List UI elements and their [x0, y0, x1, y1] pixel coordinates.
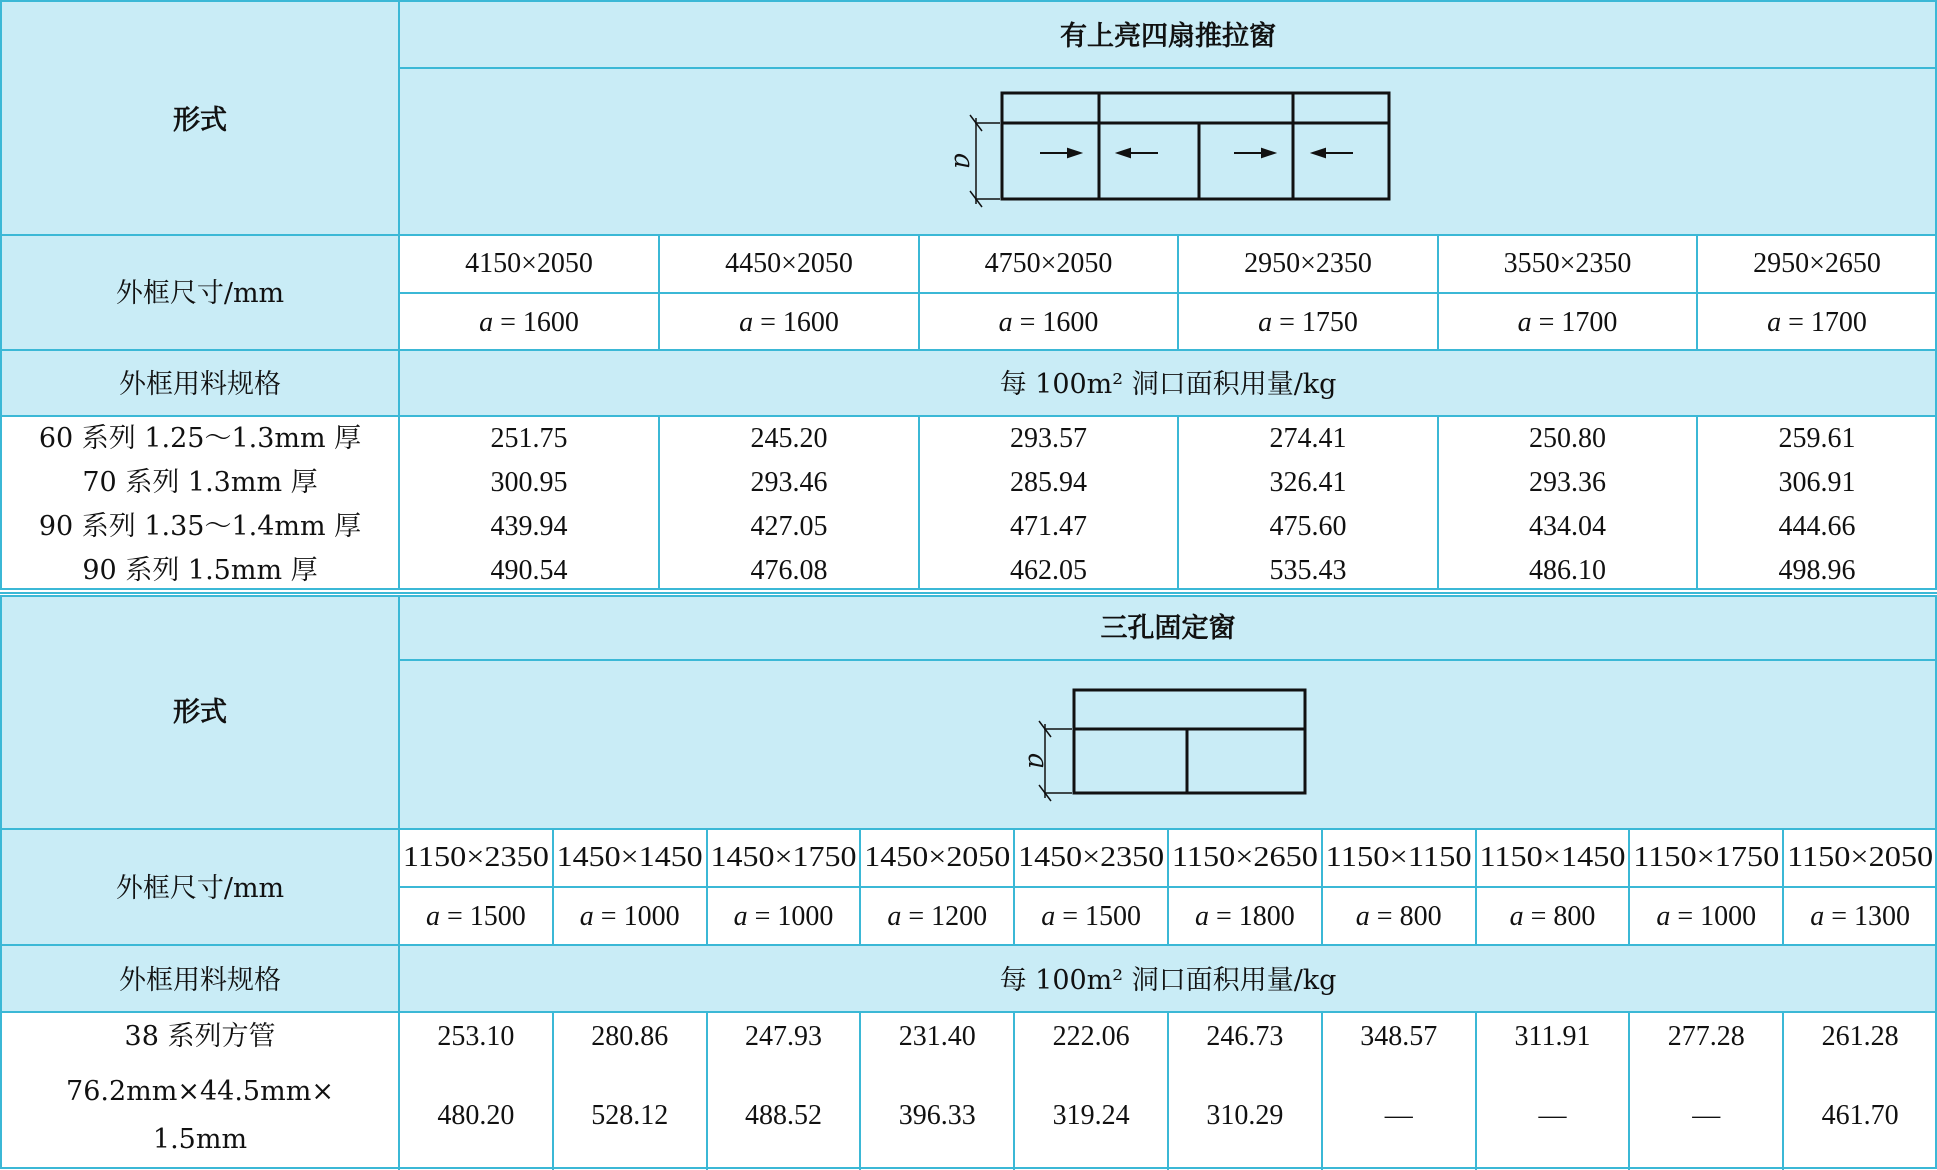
data-cell: 306.91	[1778, 467, 1856, 498]
table2-title: 三孔固定窗	[1100, 613, 1236, 644]
data-cell: 259.61	[1778, 423, 1856, 454]
table1-size-label: 外框尺寸/mm	[115, 278, 285, 309]
data-cell: 471.47	[1010, 511, 1087, 542]
data-cell: 245.20	[750, 423, 828, 454]
data-cell: —	[1384, 1100, 1413, 1131]
data-cell: 280.86	[591, 1021, 669, 1052]
data-cell: 535.43	[1269, 555, 1347, 586]
a-value-cell: a = 800	[1509, 901, 1596, 932]
data-cell: 488.52	[745, 1100, 822, 1131]
size-cell: 1450×2350	[1018, 842, 1165, 873]
data-cell: 319.24	[1052, 1100, 1130, 1131]
size-cell: 1150×1750	[1633, 842, 1780, 873]
a-value-cell: a = 800	[1355, 901, 1442, 932]
table2-spec-header-bg	[0, 945, 1937, 1012]
size-cell: 4450×2050	[725, 248, 853, 279]
data-cell: 231.40	[898, 1021, 976, 1052]
dimension-a-label: a	[948, 152, 979, 170]
size-cell: 4750×2050	[984, 248, 1113, 279]
a-value-cell: a = 1700	[1767, 307, 1867, 338]
data-cell: 434.04	[1529, 511, 1606, 542]
a-value-cell: a = 1600	[479, 307, 579, 338]
size-cell: 4150×2050	[465, 248, 593, 279]
spec-cell: 90 系列 1.35～1.4mm 厚	[38, 511, 362, 542]
data-cell: 326.41	[1269, 467, 1347, 498]
a-value-cell: a = 1600	[998, 307, 1099, 338]
size-cell: 1450×1450	[556, 842, 703, 873]
data-cell: 277.28	[1667, 1021, 1745, 1052]
a-value-cell: a = 1600	[739, 307, 839, 338]
data-cell: 285.94	[1010, 467, 1087, 498]
table2-spec-label: 外框用料规格	[119, 965, 281, 996]
table2-usage-label: 每 100m² 洞口面积用量/kg	[999, 965, 1337, 996]
data-cell: 274.41	[1269, 423, 1347, 454]
data-cell: 311.91	[1514, 1021, 1591, 1052]
data-cell: 461.70	[1821, 1100, 1899, 1131]
a-value-cell: a = 1800	[1195, 901, 1295, 932]
data-cell: 444.66	[1778, 511, 1856, 542]
table1-spec-label: 外框用料规格	[119, 369, 281, 400]
a-value-cell: a = 1500	[426, 901, 526, 932]
data-cell: —	[1538, 1100, 1567, 1131]
data-cell: 348.57	[1360, 1021, 1438, 1052]
table2-header-bg	[0, 596, 1937, 829]
data-cell: 293.36	[1529, 467, 1606, 498]
data-cell: 475.60	[1269, 511, 1347, 542]
table1-title: 有上亮四扇推拉窗	[1060, 21, 1276, 52]
size-cell: 1150×1150	[1325, 842, 1472, 873]
size-cell: 1150×2350	[402, 842, 549, 873]
data-cell: 310.29	[1206, 1100, 1284, 1131]
size-cell: 1450×2050	[864, 842, 1011, 873]
data-cell: 427.05	[750, 511, 828, 542]
table2-spec-line-2: 76.2mm×44.5mm×	[66, 1076, 334, 1107]
data-cell: 246.73	[1206, 1021, 1284, 1052]
table1-spec-header-bg	[0, 350, 1937, 416]
data-cell: 222.06	[1052, 1021, 1130, 1052]
spec-cell: 90 系列 1.5mm 厚	[82, 555, 318, 586]
data-cell: 300.95	[490, 467, 568, 498]
dimension-a-label: a	[1022, 752, 1053, 770]
a-value-cell: a = 1000	[1656, 901, 1757, 932]
table1-usage-label: 每 100m² 洞口面积用量/kg	[999, 369, 1337, 400]
data-cell: —	[1692, 1100, 1721, 1131]
data-cell: 261.28	[1821, 1021, 1899, 1052]
a-value-cell: a = 1500	[1041, 901, 1141, 932]
data-cell: 498.96	[1778, 555, 1856, 586]
spec-cell: 60 系列 1.25～1.3mm 厚	[38, 423, 362, 454]
data-cell: 462.05	[1010, 555, 1087, 586]
data-cell: 251.75	[490, 423, 568, 454]
data-cell: 250.80	[1529, 423, 1606, 454]
table2	[0, 596, 1937, 1170]
a-value-cell: a = 1000	[733, 901, 834, 932]
table1-header-bg	[0, 0, 1937, 235]
size-cell: 1150×2650	[1171, 842, 1318, 873]
data-cell: 490.54	[490, 555, 568, 586]
a-value-cell: a = 1300	[1810, 901, 1910, 932]
table2-spec-line-3: 1.5mm	[152, 1124, 248, 1155]
data-cell: 486.10	[1529, 555, 1606, 586]
data-cell: 247.93	[745, 1021, 822, 1052]
table2-size-label: 外框尺寸/mm	[115, 873, 285, 904]
data-cell: 528.12	[591, 1100, 669, 1131]
table2-form-label: 形式	[173, 697, 227, 728]
data-cell: 253.10	[437, 1021, 515, 1052]
table2-spec-line-1: 38 系列方管	[124, 1021, 276, 1052]
data-cell: 439.94	[490, 511, 568, 542]
data-cell: 293.57	[1010, 423, 1087, 454]
size-cell: 1150×2050	[1787, 842, 1934, 873]
data-cell: 396.33	[898, 1100, 976, 1131]
table1-form-label: 形式	[173, 105, 227, 136]
size-cell: 2950×2650	[1753, 248, 1881, 279]
data-cell: 293.46	[750, 467, 828, 498]
a-value-cell: a = 1200	[887, 901, 988, 932]
data-cell: 480.20	[437, 1100, 515, 1131]
size-cell: 1450×1750	[710, 842, 857, 873]
a-value-cell: a = 1000	[579, 901, 680, 932]
data-cell: 476.08	[750, 555, 828, 586]
a-value-cell: a = 1750	[1258, 307, 1358, 338]
spec-cell: 70 系列 1.3mm 厚	[82, 467, 318, 498]
a-value-cell: a = 1700	[1517, 307, 1618, 338]
size-cell: 2950×2350	[1244, 248, 1372, 279]
size-cell: 1150×1450	[1479, 842, 1626, 873]
size-cell: 3550×2350	[1503, 248, 1632, 279]
